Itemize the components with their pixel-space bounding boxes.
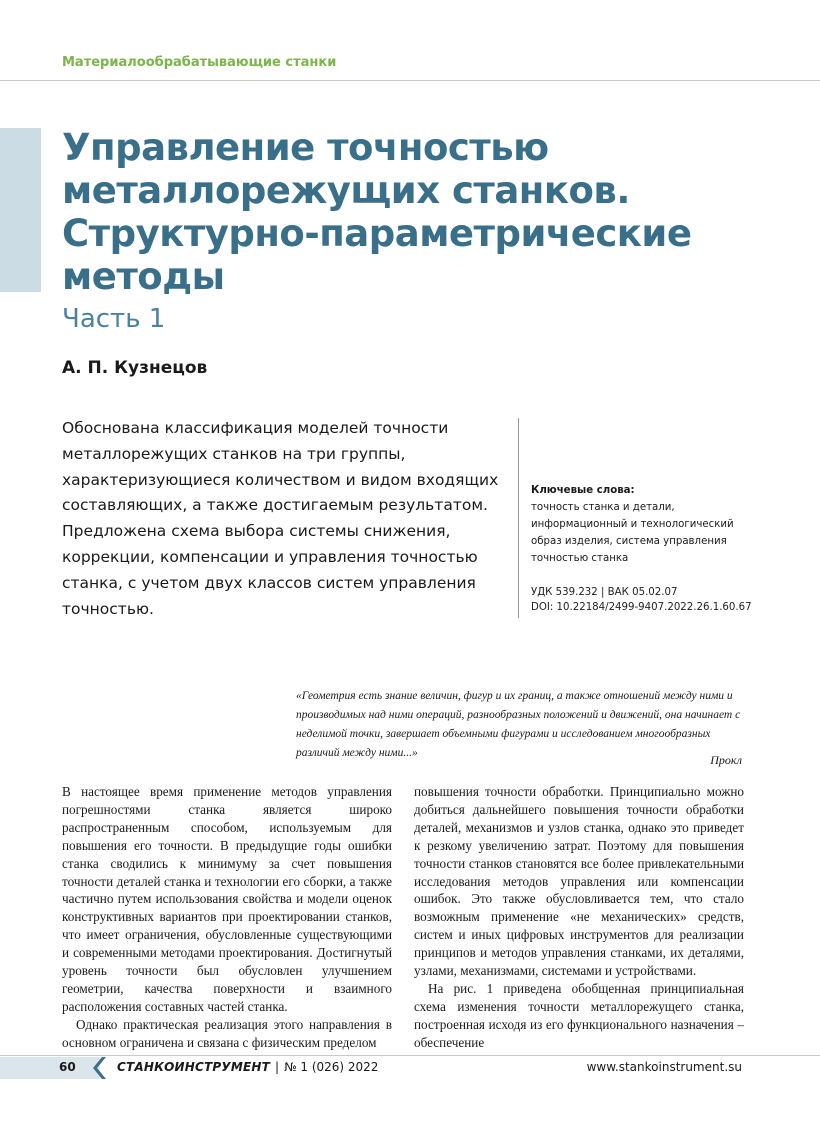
paragraph: В настоящее время применение методов управления погрешностями станка является широко распространенным способом, используемым для повышения его точности. В предыдущие годы ошибки станка сводились к минимуму за счет повышения точности деталей станка и технологии его сборки, а также частично путем использования свойства и модели оценок конструктивных вариантов при проектировании станков, что имеет ограничения, обусловленные существующими и современными методами проектирования. Достигнутый уровень точности был обусловлен улучшением геометрии, качества поверхности и взаимного расположения составных частей станка. xyxy=(62,784,392,1014)
footer-separator: | xyxy=(275,1060,280,1074)
doi-line: DOI: 10.22184/2499-9407.2022.26.1.60.67 xyxy=(531,602,752,613)
keywords-text: точность станка и детали, информационный и технологический образ изделия, система управления точностью станка xyxy=(531,502,734,564)
keywords-title: Ключевые слова: xyxy=(531,485,635,496)
title-accent-bar xyxy=(0,128,41,292)
website-link[interactable]: www.stankoinstrument.su xyxy=(586,1060,742,1074)
chevron-left-icon xyxy=(92,1057,106,1079)
section-label: Материалообрабатывающие станки xyxy=(62,55,337,70)
footer-divider xyxy=(0,1055,820,1056)
paragraph: На рис. 1 приведена обобщенная принципиальная схема изменения точности металлорежущего станка, построенная исходя из его функционального назначения – обеспечение xyxy=(414,980,744,1050)
article-meta xyxy=(531,585,771,615)
keywords-block xyxy=(531,482,761,567)
epigraph: «Геометрия есть знание величин, фигур и их границ, а также отношений между ними и производимых над ними операций, разнообразных положений и движений, она начинает с неделимой точки, завершает объемными фигурами и исследованием многообразных различий между ними...» xyxy=(296,690,741,759)
magazine-name: СТАНКОИНСТРУМЕНТ xyxy=(117,1060,271,1074)
article-subtitle: Часть 1 xyxy=(62,304,166,334)
article-title: Управление точностью металлорежущих станков. Структурно-параметрические методы xyxy=(62,126,692,298)
article-abstract: Обоснована классификация моделей точности металлорежущих станков на три группы, характеризующиеся количеством и видом входящих составляющих, а также достигаемым результатом. Предложена схема выбора системы снижения, коррекции, компенсации и управления точностью станка, с учетом двух классов систем управления точностью. xyxy=(62,419,499,618)
footer-page-band xyxy=(0,1057,100,1079)
page-number: 60 xyxy=(59,1060,76,1074)
abstract-divider xyxy=(518,418,519,618)
header-divider xyxy=(0,80,820,81)
paragraph: повышения точности обработки. Принципиально можно добиться дальнейшего повышения точности обработки деталей, механизмов и узлов станка, однако это приведет к резкому увеличению затрат. Поэтому для повышения точности станков становятся все более привлекательными исследования методов управления или компенсации ошибок. Это также обусловливается тем, что стало возможным применение «не механических» средств, систем и иных цифровых инструментов для реализации принципов и методов управления станками, их деталями, узлами, механизмами, системами и устройствами. xyxy=(414,784,744,979)
epigraph-author: Прокл xyxy=(710,753,742,767)
issue-number: № 1 (026) 2022 xyxy=(284,1060,379,1074)
paragraph: Однако практическая реализация этого направления в основном ограничена и связана с физическим пределом xyxy=(62,1016,392,1050)
body-column-left xyxy=(62,783,392,1052)
magazine-info xyxy=(117,1060,378,1074)
udk-line: УДК 539.232 | ВАК 05.02.07 xyxy=(531,587,678,598)
body-column-right xyxy=(414,783,744,1052)
article-author: А. П. Кузнецов xyxy=(62,358,208,378)
